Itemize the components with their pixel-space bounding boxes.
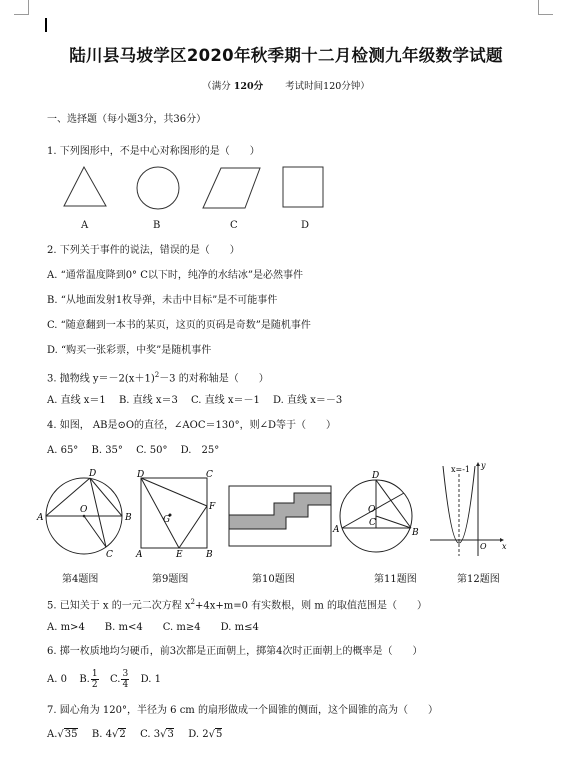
figure-12-caption: 第12题图 <box>457 574 500 585</box>
parallelogram-shape <box>203 168 260 208</box>
q2-option-b: B. “从地面发射1枚导弹，未击中目标”是不可能事件 <box>47 295 278 306</box>
svg-text:O: O <box>480 542 487 551</box>
q2-option-a: A. “通常温度降到0° C以下时，纯净的水结冰”是必然事件 <box>47 270 303 281</box>
q4-options: A. 65° B. 35° C. 50° D. 25° <box>47 445 220 456</box>
q1-label-a: A <box>81 220 89 231</box>
square-shape <box>283 167 323 207</box>
figure-10 <box>228 485 332 547</box>
q1-label-c: C <box>230 220 238 231</box>
svg-text:O: O <box>368 505 376 515</box>
section-heading: 一、选择题（每小题3分，共36分） <box>47 114 207 125</box>
figure-12 <box>428 460 506 560</box>
q2-option-d: D. “购买一张彩票，中奖”是随机事件 <box>47 345 212 356</box>
circle-shape <box>137 167 179 209</box>
svg-text:C: C <box>106 550 113 560</box>
svg-text:F: F <box>209 502 216 512</box>
figure-9-caption: 第9题图 <box>152 574 189 585</box>
full-score: 120分 <box>233 81 264 92</box>
q1-label-d: D <box>301 220 310 231</box>
figure-11-caption: 第11题图 <box>374 574 417 585</box>
svg-text:D: D <box>137 470 145 480</box>
q1-stem: 1. 下列图形中，不是中心对称图形的是（ ） <box>47 146 260 157</box>
svg-text:C: C <box>369 518 376 528</box>
svg-text:x: x <box>502 542 507 551</box>
figure-11 <box>333 468 422 560</box>
q5-options: A. m>4 B. m<4 C. m≥4 D. m≤4 <box>47 622 259 633</box>
q3-stem: 3. 抛物线 $y=-2(x+1)^2-3$ 的对称轴是（ ） <box>47 371 269 385</box>
triangle-shape <box>64 167 106 206</box>
page-subtitle: （满分 120分 考试时间120分钟） <box>202 81 370 92</box>
svg-text:y: y <box>481 461 486 470</box>
svg-text:A: A <box>136 550 143 560</box>
page-title: 陆川县马坡学区2020年秋季期十二月检测九年级数学试题 <box>69 46 503 65</box>
q2-stem: 2. 下列关于事件的说法，错误的是（ ） <box>47 245 240 256</box>
q6-stem: 6. 掷一枚质地均匀硬币，前3次都是正面朝上，掷第4次时正面朝上的概率是（ ） <box>47 646 423 657</box>
figure-4 <box>37 469 132 560</box>
svg-text:A: A <box>37 513 44 523</box>
q7-stem: 7. 圆心角为 120°，半径为 6 cm 的扇形做成一个圆锥的侧面，这个圆锥的高为（ ） <box>47 705 438 716</box>
svg-text:D: D <box>372 471 380 481</box>
figure-10-caption: 第10题图 <box>252 574 295 585</box>
svg-text:O: O <box>80 505 88 515</box>
q6-options: A. 0 B. $\frac{1}{2}$ C. $\frac{3}{4}$ D. 1 <box>47 669 161 690</box>
figure-9 <box>135 470 215 560</box>
q4-stem: 4. 如图， AB是⊙O的直径，∠AOC＝130°，则∠D等于（ ） <box>47 420 336 431</box>
svg-text:C: C <box>206 470 213 480</box>
svg-text:B: B <box>125 513 132 523</box>
svg-text:B: B <box>412 528 419 538</box>
svg-text:G: G <box>163 515 171 525</box>
q5-stem: 5. 已知关于 x 的一元二次方程 $x^2+4x+m=0$ 有实数根，则 m 的取值范围是（ ） <box>47 598 428 612</box>
q3-options: A. 直线 x＝1 B. 直线 x＝3 C. 直线 x＝－1 D. 直线 x＝－3 <box>47 395 343 406</box>
svg-text:E: E <box>176 550 183 560</box>
fraction-one-half: $\frac{1}{2}$ <box>91 669 98 690</box>
figure-4-caption: 第4题图 <box>62 574 99 585</box>
svg-text:D: D <box>89 469 97 479</box>
fraction-three-quarters: $\frac{3}{4}$ <box>122 669 129 690</box>
q2-option-c: C. “随意翻到一本书的某页，这页的页码是奇数”是随机事件 <box>47 320 311 331</box>
svg-text:B: B <box>206 550 213 560</box>
q1-label-b: B <box>153 220 161 231</box>
q7-options: A.√35 B. 4√2 C. 3√3 D. 2√5 <box>47 729 223 740</box>
svg-text:A: A <box>333 525 340 535</box>
svg-text:x=-1: x=-1 <box>451 465 471 474</box>
